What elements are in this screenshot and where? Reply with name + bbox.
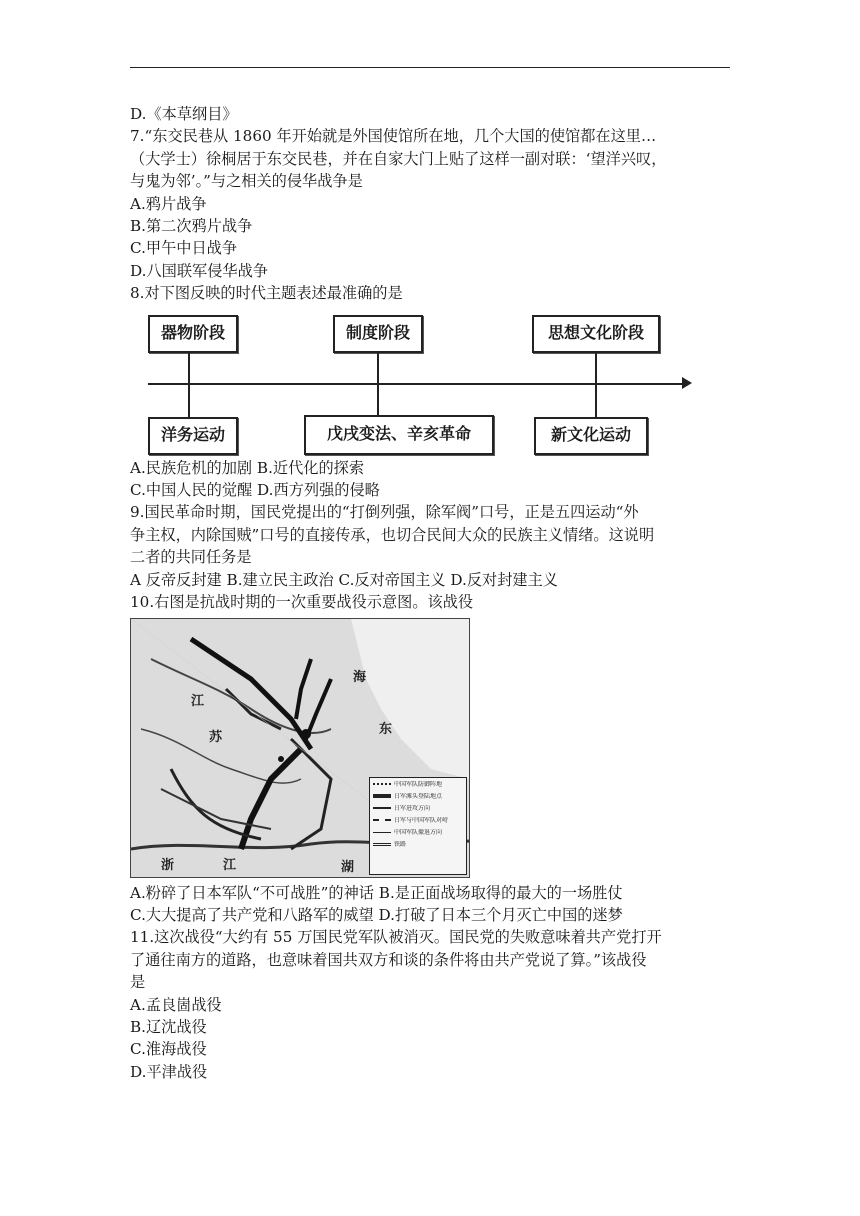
q9-stem-line2: 争主权，内除国贼”口号的直接传承，也切合民间大众的民族主义情绪。这说明	[130, 525, 655, 544]
map-label: 江	[191, 693, 205, 709]
q7-option-b: B.第二次鸦片战争	[130, 217, 253, 236]
q8-stem: 8.对下图反映的时代主题表述最准确的是	[130, 284, 403, 303]
legend-item: 日军滩头登陆地点	[373, 791, 463, 802]
q8-options-line1: A.民族危机的加剧 B.近代化的探索	[130, 458, 365, 477]
timeline-stage-objects: 器物阶段	[148, 315, 238, 353]
timeline-event-westernization: 洋务运动	[148, 417, 238, 455]
q11-option-c: C.淮海战役	[130, 1040, 207, 1059]
timeline-event-new-culture: 新文化运动	[534, 417, 648, 455]
q11-option-d: D.平津战役	[130, 1062, 208, 1081]
q10-options-line2: C.大大提高了共产党和八路军的威望 D.打破了日本三个月灭亡中国的迷梦	[130, 905, 623, 924]
q11-option-a: A.孟良崮战役	[130, 995, 222, 1014]
q11-stem-line3: 是	[130, 973, 146, 992]
q8-timeline-diagram	[130, 307, 700, 457]
q8-options-line2: C.中国人民的觉醒 D.西方列强的侵略	[130, 481, 380, 500]
q10-options-line1: A.粉碎了日本军队“不可战胜”的神话 B.是正面战场取得的最大的一场胜仗	[130, 883, 623, 902]
exam-content	[130, 103, 732, 1083]
timeline-axis	[148, 383, 684, 385]
map-label: 江	[223, 857, 237, 873]
map-legend	[369, 777, 467, 875]
timeline-event-reform-revolution: 戊戌变法、辛亥革命	[304, 415, 494, 455]
q11-option-b: B.辽沈战役	[130, 1017, 207, 1036]
q7-stem-line3: 与鬼为邻’。”与之相关的侵华战争是	[130, 172, 363, 191]
map-label: 东	[379, 721, 393, 737]
q9-stem-line1: 9.国民革命时期，国民党提出的“打倒列强，除军阀”口号，正是五四运动“外	[130, 503, 639, 522]
q7-option-d: D.八国联军侵华战争	[130, 261, 268, 280]
map-label: 海	[353, 669, 367, 685]
q6-option-d: D.《本草纲目》	[130, 105, 238, 123]
battle-map-image	[130, 618, 470, 878]
q9-options: A 反帝反封建 B.建立民主政治 C.反对帝国主义 D.反对封建主义	[130, 570, 558, 589]
q9-stem-line3: 二者的共同任务是	[130, 548, 252, 567]
q7-option-c: C.甲午中日战争	[130, 239, 238, 258]
q11-stem-line2: 了通往南方的道路，也意味着国共双方和谈的条件将由共产党说了算。”该战役	[130, 950, 647, 969]
timeline-arrowhead	[682, 377, 692, 389]
legend-item: 日军与中国军队对峙	[373, 815, 463, 826]
timeline-stage-ideas-culture: 思想文化阶段	[532, 315, 660, 353]
map-label: 湖	[341, 859, 355, 875]
legend-item: 铁路	[373, 839, 463, 850]
timeline-stage-institutions: 制度阶段	[333, 315, 423, 353]
map-label: 浙	[161, 857, 175, 873]
q7-stem-line2: （大学士）徐桐居于东交民巷，并在自家大门上贴了这样一副对联：‘望洋兴叹，	[130, 149, 667, 168]
legend-item: 日军进攻方向	[373, 803, 463, 814]
legend-item: 中国军队撤退方向	[373, 827, 463, 838]
q11-stem-line1: 11.这次战役“大约有 55 万国民党军队被消灭。国民党的失败意味着共产党打开	[130, 928, 662, 947]
q10-stem: 10.右图是抗战时期的一次重要战役示意图。该战役	[130, 593, 474, 612]
q7-stem-line1: 7.“东交民巷从 1860 年开始就是外国使馆所在地，几个大国的使馆都在这里…	[130, 127, 657, 146]
header-rule	[130, 67, 730, 68]
map-label: 苏	[209, 729, 223, 745]
legend-item: 中国军队防御阵地	[373, 779, 463, 790]
q7-option-a: A.鸦片战争	[130, 194, 207, 213]
